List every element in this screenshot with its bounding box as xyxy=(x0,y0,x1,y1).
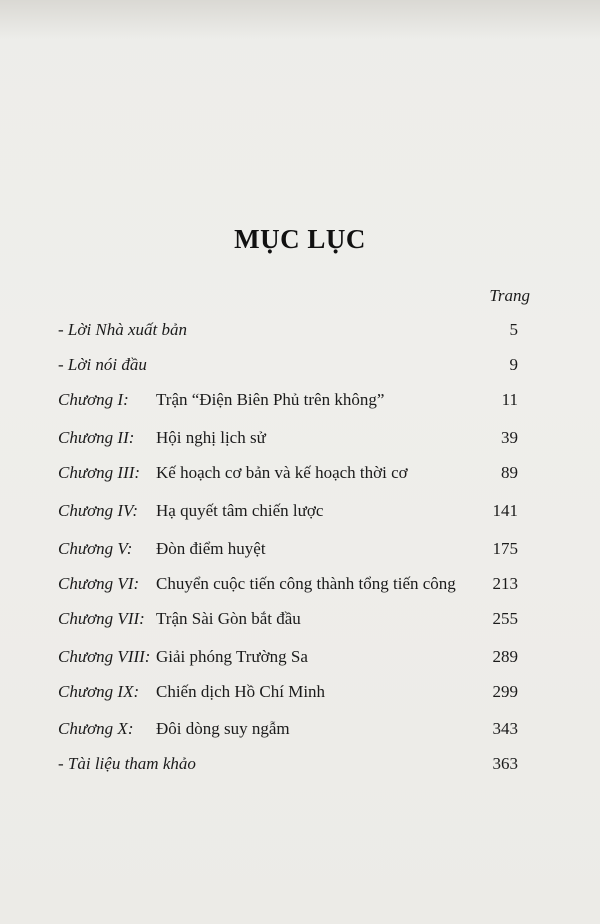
toc-entry-title: Hội nghị lịch sử xyxy=(156,428,266,447)
toc-entry-label: Chương V: xyxy=(58,539,133,558)
toc-entry xyxy=(58,388,518,412)
toc-entry xyxy=(58,717,518,741)
toc-entry-title: Kế hoạch cơ bản và kế hoạch thời cơ xyxy=(156,463,408,482)
toc-entry-title: Giải phóng Trường Sa xyxy=(156,647,308,666)
toc-entry-page: 89 xyxy=(501,463,518,482)
toc-entry xyxy=(58,499,518,523)
toc-heading: MỤC LỤC xyxy=(234,224,366,254)
toc-entry xyxy=(58,426,518,450)
toc-entry-page: 299 xyxy=(492,682,518,701)
toc-entry-title: Trận “Điện Biên Phủ trên không” xyxy=(156,390,385,409)
toc-entry-title: Trận Sài Gòn bắt đầu xyxy=(156,609,301,628)
toc-entry-label: Chương IX: xyxy=(58,682,140,701)
toc-entry-label: - Lời Nhà xuất bản xyxy=(58,320,188,339)
page-column-label: Trang xyxy=(489,286,530,305)
toc-entry-label: Chương II: xyxy=(58,428,135,447)
page-edge-shadow xyxy=(0,0,600,40)
toc-entry-label: Chương I: xyxy=(58,390,129,409)
toc-entry-label: - Lời nói đầu xyxy=(58,355,147,374)
toc-entry-page: 175 xyxy=(492,539,518,558)
toc-entry-title: Chuyển cuộc tiến công thành tổng tiến công xyxy=(156,574,456,593)
toc-entry-label: Chương VII: xyxy=(58,609,145,628)
toc-entry xyxy=(58,318,518,342)
toc-entry xyxy=(58,645,518,669)
toc-entry xyxy=(58,752,518,776)
toc-entry-label: - Tài liệu tham khảo xyxy=(58,754,196,773)
toc-entry xyxy=(58,607,518,631)
toc-entry-page: 11 xyxy=(501,390,518,409)
toc-entry-page: 213 xyxy=(492,574,518,593)
toc-entry xyxy=(58,461,518,485)
toc-entry xyxy=(58,572,518,596)
toc-entry-page: 363 xyxy=(492,754,518,773)
toc-entry-label: Chương VIII: xyxy=(58,647,151,666)
toc-entry xyxy=(58,353,518,377)
toc-entry-label: Chương VI: xyxy=(58,574,140,593)
toc-entry xyxy=(58,537,518,561)
toc-entry-title: Hạ quyết tâm chiến lược xyxy=(156,501,324,520)
toc-entry-page: 289 xyxy=(492,647,518,666)
toc-entry-page: 5 xyxy=(509,320,518,339)
toc-entry-page: 255 xyxy=(492,609,518,628)
toc-entry-label: Chương IV: xyxy=(58,501,139,520)
toc-entry-label: Chương X: xyxy=(58,719,134,738)
toc-entry-page: 141 xyxy=(492,501,518,520)
toc-entry-title: Đòn điểm huyệt xyxy=(156,539,266,558)
toc-entry-title: Chiến dịch Hồ Chí Minh xyxy=(156,682,326,701)
toc-entry-page: 343 xyxy=(492,719,518,738)
toc-entry xyxy=(58,680,518,704)
toc-entry-page: 39 xyxy=(501,428,518,447)
toc-entry-page: 9 xyxy=(509,355,518,374)
toc-entry-label: Chương III: xyxy=(58,463,141,482)
toc-entry-title: Đôi dòng suy ngẫm xyxy=(156,719,290,738)
